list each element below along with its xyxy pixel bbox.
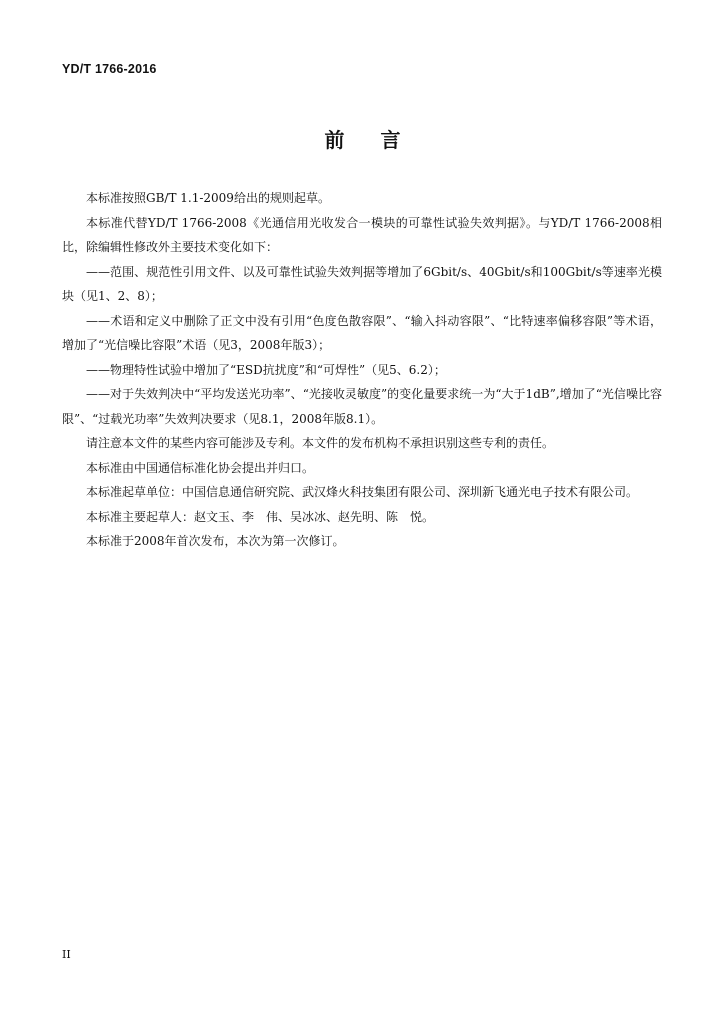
paragraph-drafting-rule: 本标准按照GB/T 1.1-2009给出的规则起草。 bbox=[86, 191, 330, 205]
preface-body bbox=[62, 186, 662, 554]
paragraph-change-failure: ——对于失效判决中“平均发送光功率”、“光接收灵敏度”的变化量要求统一为“大于1dB”,增加了“光信噪比容限”、“过载光功率”失效判决要求（见8.1，2008年版8.1）。 bbox=[62, 387, 662, 426]
page-title: 前言 bbox=[324, 128, 437, 152]
paragraph-history: 本标准于2008年首次发布，本次为第一次修订。 bbox=[86, 534, 345, 548]
paragraph-proposer: 本标准由中国通信标准化协会提出并归口。 bbox=[86, 460, 315, 475]
page-number: II bbox=[62, 948, 71, 961]
paragraph-replacement: 本标准代替YD/T 1766-2008《光通信用光收发合一模块的可靠性试验失效判据》。与YD/T 1766-2008相比，除编辑性修改外主要技术变化如下： bbox=[62, 215, 662, 254]
paragraph-patent-notice: 请注意本文件的某些内容可能涉及专利。本文件的发布机构不承担识别这些专利的责任。 bbox=[86, 436, 555, 450]
paragraph-drafters: 本标准主要起草人：赵文玉、李 伟、吴冰冰、赵先明、陈 悦。 bbox=[86, 509, 435, 524]
paragraph-change-physical: ——物理特性试验中增加了“ESD抗扰度”和“可焊性”（见5、6.2）； bbox=[86, 362, 446, 377]
paragraph-change-terms: ——术语和定义中删除了正文中没有引用“色度色散容限”、“输入抖动容限”、“比特速率偏移容限”等术语，增加了“光信噪比容限”术语（见3，2008年版3）； bbox=[62, 313, 662, 352]
document-code-header: YD/T 1766-2016 bbox=[62, 62, 157, 76]
paragraph-change-scope: ——范围、规范性引用文件、以及可靠性试验失效判据等增加了6Gbit/s、40Gbit/s和100Gbit/s等速率光模块（见1、2、8）； bbox=[62, 264, 662, 303]
paragraph-drafting-units: 本标准起草单位：中国信息通信研究院、武汉烽火科技集团有限公司、深圳新飞通光电子技术有限公司。 bbox=[86, 485, 639, 499]
